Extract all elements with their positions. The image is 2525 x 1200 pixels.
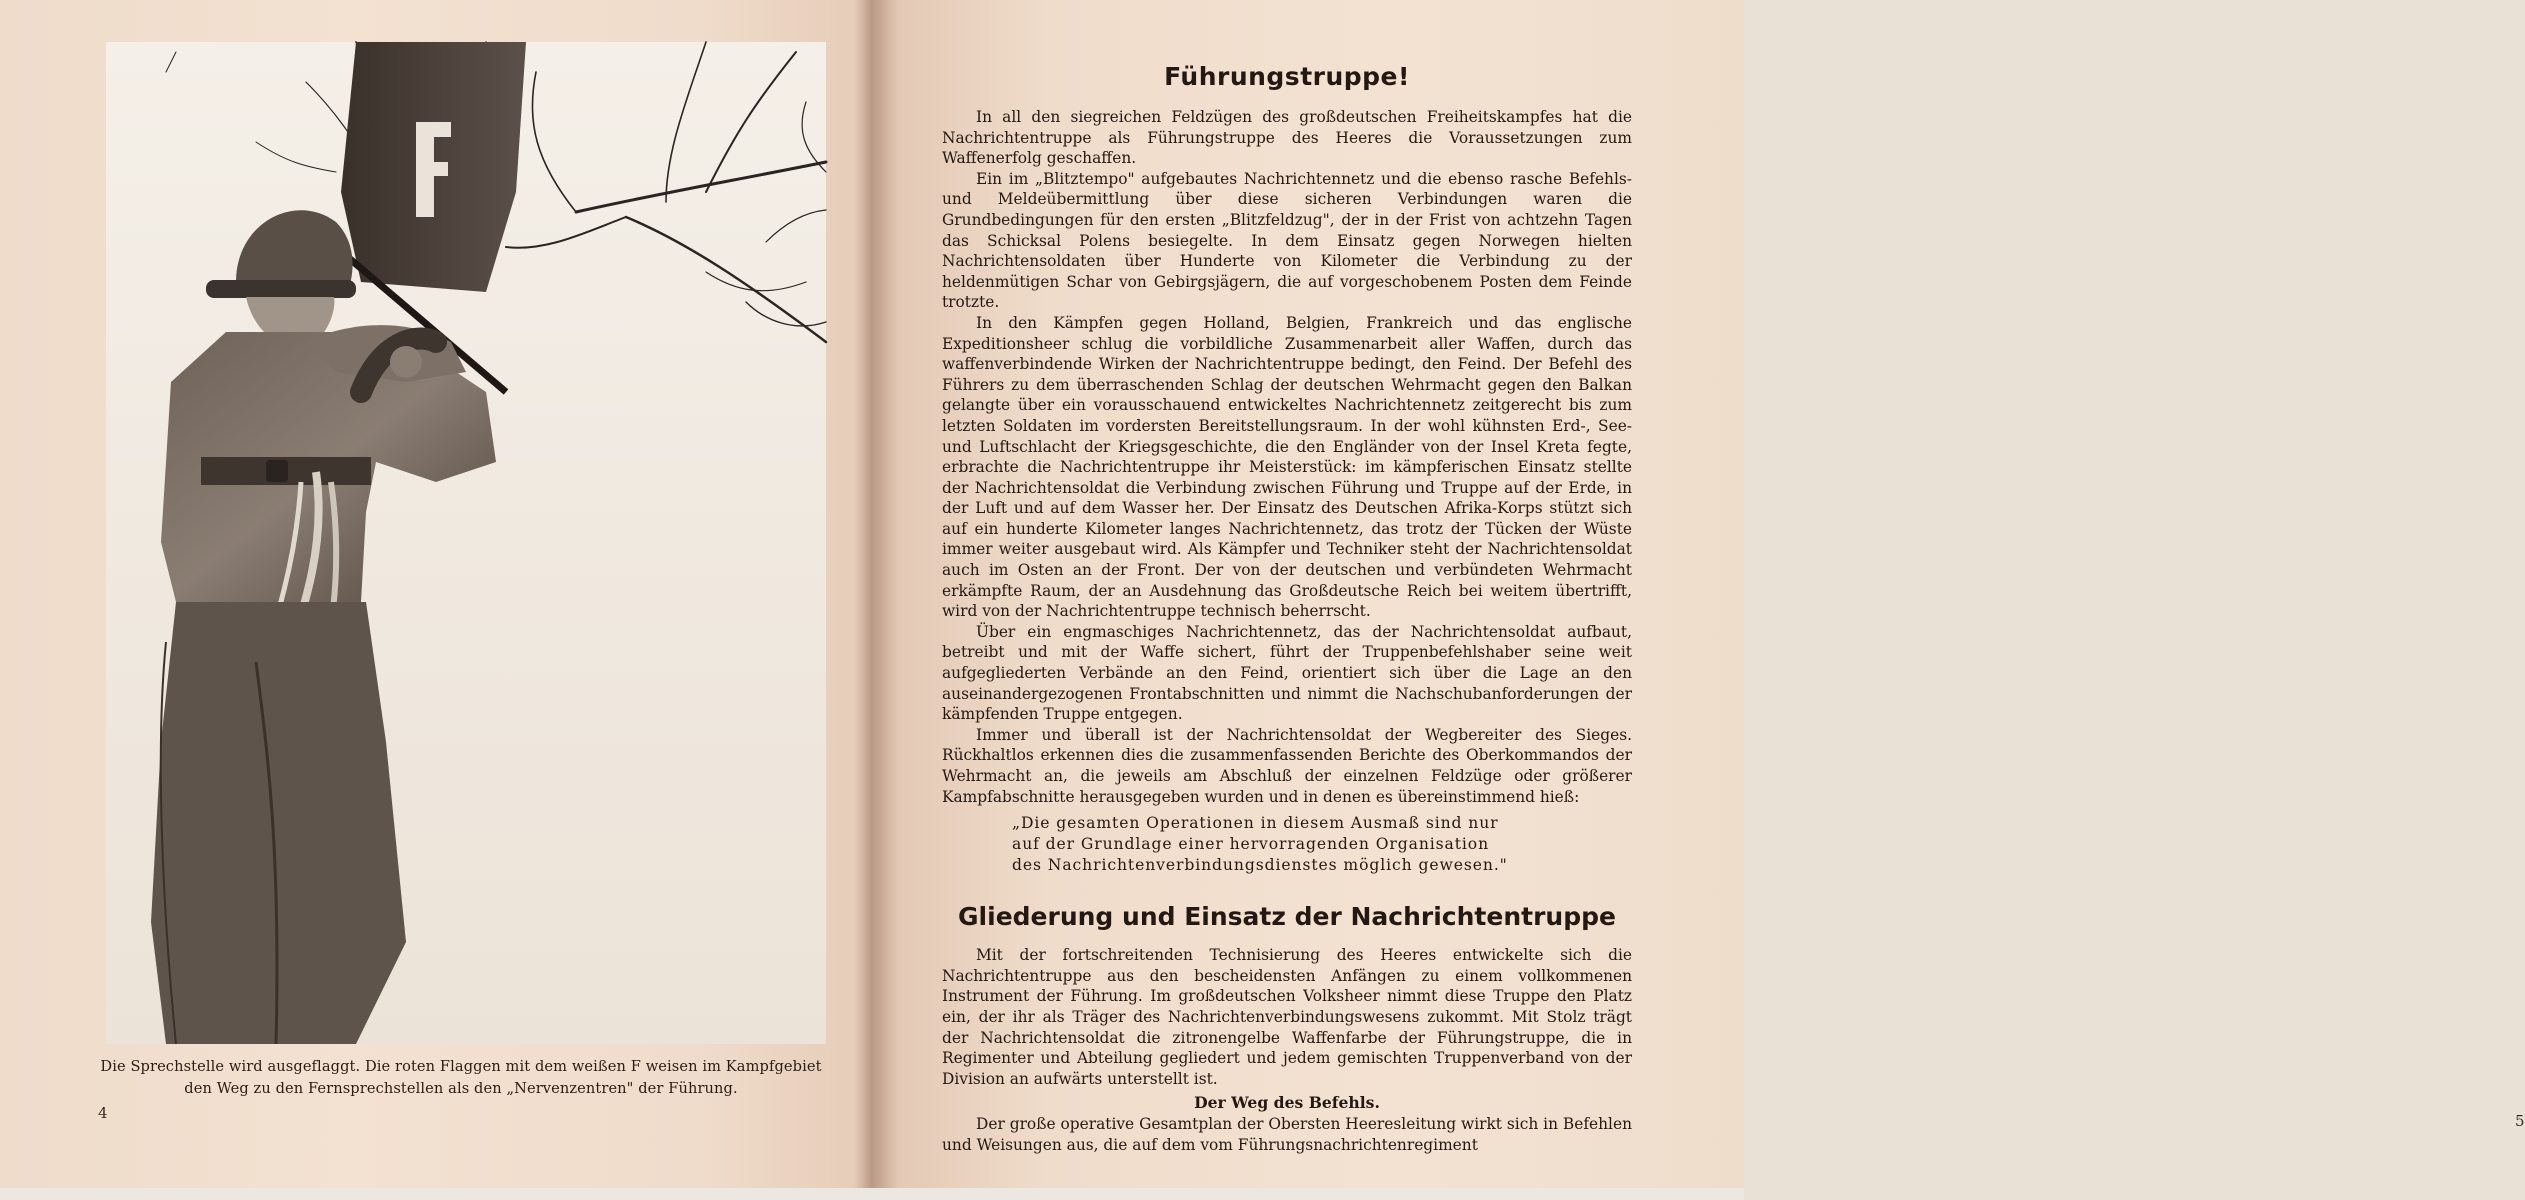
right-page-content	[942, 58, 1632, 1156]
quote-line: des Nachrichtenverbindungsdienstes möglich gewesen."	[1012, 856, 1508, 875]
photo-caption: Die Sprechstelle wird ausgeflaggt. Die roten Flaggen mit dem weißen F weisen im Kampfgebiet den Weg zu den Fernsprechstellen als den „Nervenzentren" der Führung.	[100, 1058, 822, 1097]
heading-fuehrungstruppe: Führungstruppe!	[1164, 62, 1410, 91]
paragraph: In den Kämpfen gegen Holland, Belgien, Frankreich und das englische Expeditionsheer schlug die vorbildliche Zusammenarbeit aller Waffen, durch das waffenverbindende Wirken der Nachrichtentruppe bedingt, den Feind. Der Befehl des Führers zu dem überraschenden Schlag der deutschen Wehrmacht gegen den Balkan gelangte über ein vorausschauend entwickeltes Nachrichtennetz zeitgerecht bis zum letzten Soldaten im vordersten Bereitstellungsraum. In der wohl kühnsten Erd-, See- und Luftschlacht der Kriegsgeschichte, die den Engländer von der Insel Kreta fegte, erbrachte die Nachrichtentruppe ihr Meisterstück: im kämpferischen Einsatz stellte der Nachrichtensoldat die Verbindung zwischen Führung und Truppe auf der Erde, in der Luft und auf dem Wasser her. Der Einsatz des Deutschen Afrika-Korps stützt sich auf ein hunderte Kilometer langes Nachrichtennetz, das trotz der Tücken der Wüste immer weiter ausgebaut wird. Als Kämpfer und Techniker steht der Nachrichtensoldat auch im Osten an der Front. Der von der deutschen und verbündeten Wehrmacht erkämpfte Raum, der an Ausdehnung das Großdeutsche Reich bei weitem übertrifft, wird von der Nachrichtentruppe technisch beherrscht.	[942, 313, 1632, 621]
paragraph: Über ein engmaschiges Nachrichtennetz, das der Nachrichtensoldat aufbaut, betreibt und mit der Waffe sichert, führt der Truppenbefehlshaber seine weit aufgegliederten Verbände an den Feind, orientiert sich über die Lage an den auseinandergezogenen Frontabschnitten und nimmt die Nachschubanforderungen der kämpfenden Truppe entgegen.	[942, 622, 1632, 724]
quote-line: auf der Grundlage einer hervorragenden Organisation	[1012, 835, 1490, 854]
quote-block	[1012, 813, 1632, 876]
heading-gliederung: Gliederung und Einsatz der Nachrichtentruppe	[958, 902, 1616, 932]
paragraph: Ein im „Blitztempo" aufgebautes Nachrichtennetz und die ebenso rasche Befehls- und Meldeübermittlung über diese sicheren Verbindungen waren die Grundbedingungen für den ersten „Blitzfeldzug", der in der Frist von achtzehn Tagen das Schicksal Polens besiegelte. In dem Einsatz gegen Norwegen hielten Nachrichtensoldaten über Hunderte von Kilometer die Verbindung zu der heldenmütigen Schar von Gebirgsjägern, die auf vorgeschobenem Posten dem Feinde trotzte.	[942, 169, 1632, 312]
paragraph: Immer und überall ist der Nachrichtensoldat der Wegbereiter des Sieges. Rückhaltlos erkennen dies die zusammenfassenden Berichte des Oberkommandos der Wehrmacht an, die jeweils am Abschluß der einzelnen Feldzüge oder größerer Kampfabschnitte herausgegeben wurden und in denen es übereinstimmend hieß:	[942, 725, 1632, 806]
quote-line: „Die gesamten Operationen in diesem Ausmaß sind nur	[1012, 814, 1499, 833]
page-number-left: 4	[98, 1104, 108, 1122]
left-page	[0, 0, 872, 1188]
soldier-hanging-flag-photo-icon	[106, 42, 826, 1044]
photo-soldier-with-flag	[106, 42, 826, 1044]
paragraph: Der große operative Gesamtplan der Obersten Heeresleitung wirkt sich in Befehlen und Weisungen aus, die auf dem vom Führungsnachrichtenregiment	[942, 1115, 1632, 1154]
paragraph: Mit der fortschreitenden Technisierung des Heeres entwickelte sich die Nachrichtentruppe aus den bescheidensten Anfängen zu einem vollkommenen Instrument der Führung. Im großdeutschen Volksheer nimmt diese Truppe den Platz ein, der ihr als Träger des Nachrichtenverbindungswesens zukommt. Mit Stolz trägt der Nachrichtensoldat die zitronengelbe Waffenfarbe der Führungstruppe, die in Regimenter und Abteilung gegliedert und jedem gemischten Truppenverband von der Division an aufwärts unterstellt ist.	[942, 946, 1632, 1088]
paragraph: In all den siegreichen Feldzügen des großdeutschen Freiheitskampfes hat die Nachrichtentruppe als Führungstruppe des Heeres die Voraussetzungen zum Waffenerfolg geschaffen.	[942, 108, 1632, 168]
page-number-right: 5	[2515, 1112, 2525, 1130]
subheading-weg-des-befehls: Der Weg des Befehls.	[1194, 1093, 1380, 1113]
page-bottom-edge	[0, 1188, 1744, 1200]
